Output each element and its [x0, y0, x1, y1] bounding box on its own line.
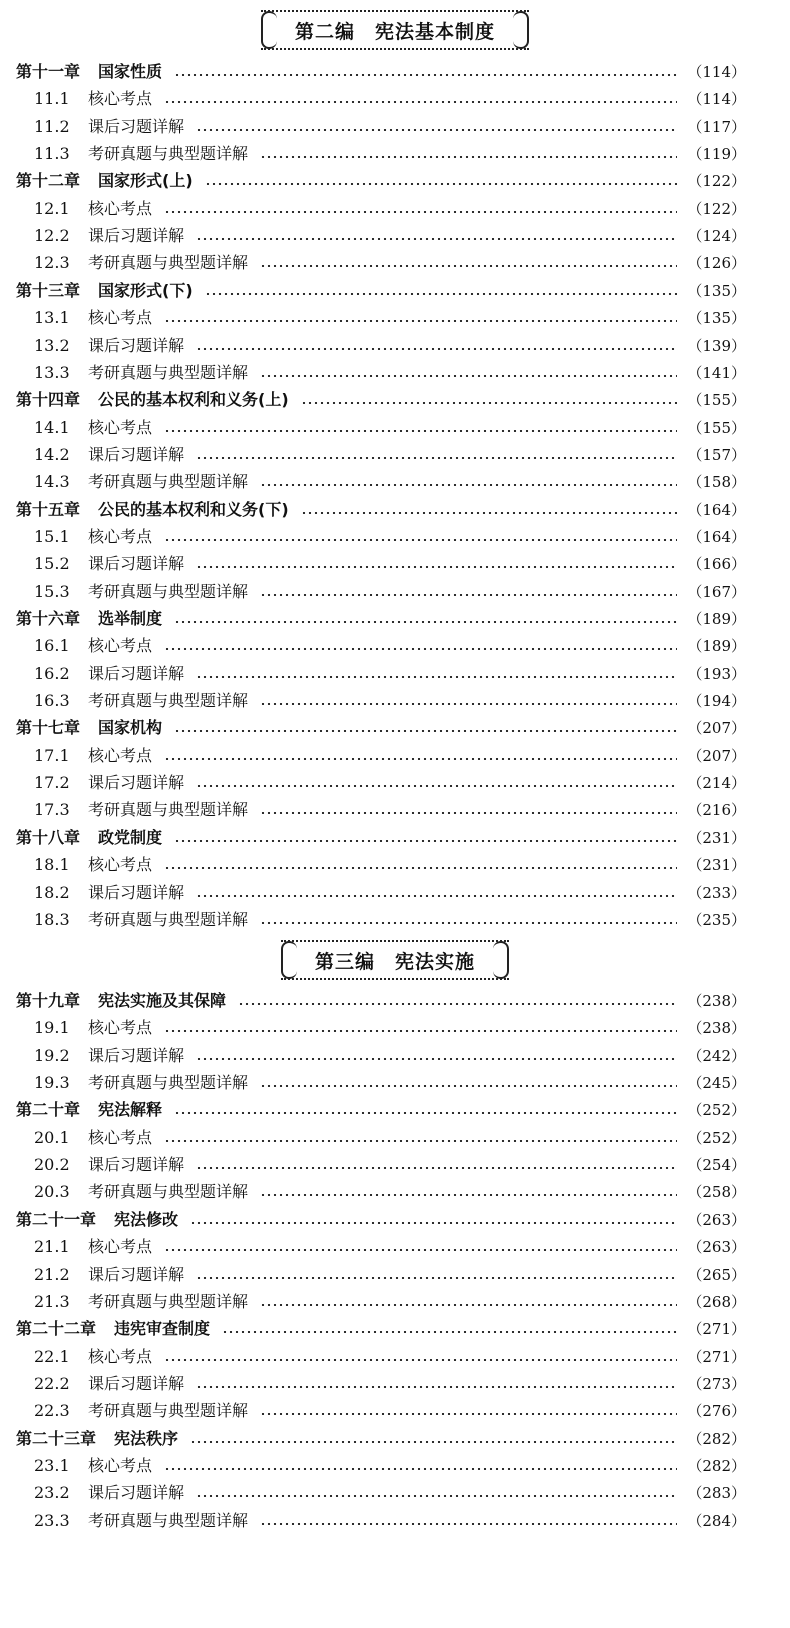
section-entry[interactable] — [34, 360, 746, 386]
section-entry[interactable] — [34, 223, 746, 249]
section-entry[interactable] — [34, 1480, 746, 1506]
section-number: 21.3 — [34, 1291, 70, 1311]
chapter-label: 第十九章 — [16, 991, 81, 1010]
chapter-entry[interactable] — [16, 1207, 746, 1233]
dot-leader — [174, 730, 677, 732]
page-number: （126） — [687, 254, 746, 273]
section-entry[interactable] — [34, 770, 746, 796]
section-number: 23.2 — [34, 1483, 70, 1503]
page-number: （231） — [687, 856, 746, 875]
section-number: 14.1 — [34, 417, 70, 437]
section-number: 23.3 — [34, 1510, 70, 1530]
dot-leader — [196, 1058, 677, 1060]
dot-leader — [196, 129, 677, 131]
section-title: 考研真题与典型题详解 — [88, 144, 249, 164]
section-number: 21.1 — [34, 1237, 70, 1257]
dot-leader — [164, 1030, 677, 1032]
chapter-label: 第十三章 — [16, 280, 81, 300]
section-entry[interactable] — [34, 688, 746, 714]
section-number: 19.1 — [34, 1018, 70, 1038]
section-number: 15.2 — [34, 554, 70, 574]
page-number: （242） — [687, 1046, 746, 1065]
chapter-label: 第二十二章 — [16, 1319, 97, 1339]
section-entry[interactable] — [34, 250, 746, 276]
dot-leader — [190, 1222, 677, 1224]
page-number: （273） — [687, 1374, 746, 1393]
chapter-title: 国家机构 — [98, 718, 163, 738]
dot-leader — [164, 539, 677, 541]
page-number: （135） — [687, 309, 746, 328]
page-number: （164） — [687, 527, 746, 546]
section-entry[interactable] — [34, 114, 746, 140]
part-banner — [0, 10, 790, 50]
section-entry[interactable] — [34, 442, 746, 468]
page-number: （155） — [687, 418, 746, 437]
page-number: （119） — [687, 145, 746, 164]
section-title: 课后习题详解 — [88, 773, 185, 793]
page-number: （207） — [687, 746, 746, 765]
dot-leader — [196, 1167, 677, 1169]
page-number: （124） — [687, 227, 746, 246]
chapter-title: 公民的基本权利和义务(上) — [98, 390, 289, 410]
section-number: 17.1 — [34, 745, 70, 765]
dot-leader — [196, 238, 677, 240]
chapter-title: 国家性质 — [98, 62, 163, 81]
page-number: （238） — [687, 992, 746, 1010]
page-number: （245） — [687, 1074, 746, 1093]
page-number: （284） — [687, 1511, 746, 1530]
section-title: 课后习题详解 — [88, 882, 185, 902]
page-number: （167） — [687, 582, 746, 601]
section-entry[interactable] — [34, 196, 746, 222]
page-number: （268） — [687, 1292, 746, 1311]
section-number: 13.2 — [34, 335, 70, 355]
section-entry[interactable] — [34, 1043, 746, 1069]
section-title: 核心考点 — [88, 308, 153, 328]
dot-leader — [205, 183, 678, 185]
section-title: 核心考点 — [88, 855, 153, 875]
section-entry[interactable] — [34, 415, 746, 441]
section-entry[interactable] — [34, 1179, 746, 1205]
dot-leader — [164, 758, 677, 760]
page-number: （254） — [687, 1156, 746, 1175]
section-title: 核心考点 — [88, 526, 153, 546]
section-entry[interactable] — [34, 1234, 746, 1260]
section-title: 考研真题与典型题详解 — [88, 581, 249, 601]
section-title: 课后习题详解 — [88, 226, 185, 246]
page-number: （214） — [687, 774, 746, 793]
page-number: （282） — [687, 1456, 746, 1475]
section-entry[interactable] — [34, 1453, 746, 1479]
dot-leader — [238, 1003, 677, 1005]
page-number: （164） — [687, 500, 746, 519]
chapter-title: 宪法实施及其保障 — [98, 991, 227, 1010]
chapter-title: 宪法修改 — [114, 1209, 179, 1229]
section-title: 考研真题与典型题详解 — [88, 1510, 249, 1530]
chapter-label: 第十七章 — [16, 718, 81, 738]
part-banner-frame — [281, 940, 509, 980]
page-number: （114） — [687, 63, 746, 81]
section-entry[interactable] — [34, 579, 746, 605]
section-number: 22.3 — [34, 1401, 70, 1421]
dot-leader — [301, 512, 678, 514]
page-number: （166） — [687, 555, 746, 574]
section-title: 考研真题与典型题详解 — [88, 1182, 249, 1202]
section-number: 16.2 — [34, 663, 70, 683]
page-number: （216） — [687, 801, 746, 820]
dot-leader — [260, 265, 677, 267]
page-number: （135） — [687, 281, 746, 300]
chapter-title: 政党制度 — [98, 827, 163, 847]
chapter-entry[interactable] — [16, 1097, 746, 1123]
section-entry[interactable] — [34, 633, 746, 659]
section-title: 考研真题与典型题详解 — [88, 1291, 249, 1311]
section-title: 核心考点 — [88, 636, 153, 656]
section-title: 课后习题详解 — [88, 554, 185, 574]
dot-leader — [174, 1112, 677, 1114]
section-title: 核心考点 — [88, 417, 153, 437]
chapter-entry[interactable] — [16, 387, 746, 413]
section-number: 11.2 — [34, 116, 70, 136]
part-title: 第二编 宪法基本制度 — [294, 20, 495, 43]
section-title: 考研真题与典型题详解 — [88, 691, 249, 711]
dot-leader — [260, 594, 677, 596]
section-number: 19.3 — [34, 1073, 70, 1093]
section-title: 核心考点 — [88, 198, 153, 218]
section-title: 课后习题详解 — [88, 335, 185, 355]
dot-leader — [260, 1085, 677, 1087]
section-title: 考研真题与典型题详解 — [88, 472, 249, 492]
section-title: 课后习题详解 — [88, 1045, 185, 1065]
chapter-title: 国家形式(上) — [98, 171, 193, 191]
page-number: （265） — [687, 1265, 746, 1284]
section-number: 11.3 — [34, 144, 70, 164]
section-number: 13.3 — [34, 362, 70, 382]
section-entry[interactable] — [34, 743, 746, 769]
section-number: 21.2 — [34, 1264, 70, 1284]
dot-leader — [174, 840, 677, 842]
chapter-title: 选举制度 — [98, 609, 163, 628]
dot-leader — [164, 320, 677, 322]
section-entry[interactable] — [34, 1289, 746, 1315]
dot-leader — [190, 1441, 677, 1443]
part-banner-frame — [261, 10, 529, 50]
dot-leader — [196, 566, 677, 568]
dot-leader — [196, 348, 677, 350]
section-number: 15.1 — [34, 526, 70, 546]
dot-leader — [164, 867, 677, 869]
section-title: 核心考点 — [88, 1237, 153, 1257]
section-number: 22.2 — [34, 1373, 70, 1393]
chapter-title: 公民的基本权利和义务(下) — [98, 499, 289, 519]
dot-leader — [196, 676, 677, 678]
page-number: （122） — [687, 199, 746, 218]
chapter-label: 第二十一章 — [16, 1209, 97, 1229]
chapter-entry[interactable] — [16, 1426, 746, 1452]
page-number: （238） — [687, 1019, 746, 1038]
section-number: 12.2 — [34, 226, 70, 246]
page-number: （282） — [687, 1429, 746, 1448]
page-number: （252） — [687, 1101, 746, 1120]
section-number: 18.1 — [34, 855, 70, 875]
section-title: 考研真题与典型题详解 — [88, 1073, 249, 1093]
dot-leader — [260, 484, 677, 486]
section-number: 12.3 — [34, 253, 70, 273]
section-number: 20.3 — [34, 1182, 70, 1202]
section-entry[interactable] — [34, 524, 746, 550]
page-number: （233） — [687, 883, 746, 902]
section-title: 考研真题与典型题详解 — [88, 362, 249, 382]
section-number: 15.3 — [34, 581, 70, 601]
section-entry[interactable] — [34, 1015, 746, 1041]
page-number: （157） — [687, 445, 746, 464]
dot-leader — [196, 1386, 677, 1388]
dot-leader — [260, 1413, 677, 1415]
dot-leader — [164, 101, 677, 103]
section-entry[interactable] — [34, 852, 746, 878]
dot-leader — [164, 430, 677, 432]
section-entry[interactable] — [34, 1508, 746, 1534]
section-title: 考研真题与典型题详解 — [88, 800, 249, 820]
section-entry[interactable] — [34, 797, 746, 823]
dot-leader — [222, 1331, 677, 1333]
section-entry[interactable] — [34, 661, 746, 687]
chapter-entry[interactable] — [16, 59, 746, 85]
page-number: （276） — [687, 1402, 746, 1421]
section-entry[interactable] — [34, 880, 746, 906]
dot-leader — [260, 156, 677, 158]
section-number: 12.1 — [34, 198, 70, 218]
section-title: 课后习题详解 — [88, 116, 185, 136]
chapter-label: 第十八章 — [16, 827, 81, 847]
section-number: 14.2 — [34, 444, 70, 464]
chapter-label: 第十五章 — [16, 499, 81, 519]
section-number: 20.2 — [34, 1155, 70, 1175]
section-entry[interactable] — [34, 1262, 746, 1288]
section-title: 核心考点 — [88, 1455, 153, 1475]
chapter-entry[interactable] — [16, 715, 746, 741]
page-number: （263） — [687, 1210, 746, 1229]
section-title: 课后习题详解 — [88, 1373, 185, 1393]
dot-leader — [260, 812, 677, 814]
section-title: 课后习题详解 — [88, 663, 185, 683]
section-entry[interactable] — [34, 305, 746, 331]
page-number: （155） — [687, 391, 746, 410]
dot-leader — [164, 1249, 677, 1251]
dot-leader — [196, 1495, 677, 1497]
dot-leader — [301, 402, 678, 404]
section-number: 14.3 — [34, 472, 70, 492]
page-number: （193） — [687, 664, 746, 683]
page-number: （189） — [687, 637, 746, 656]
section-title: 核心考点 — [88, 745, 153, 765]
dot-leader — [196, 1277, 677, 1279]
dot-leader — [196, 895, 677, 897]
chapter-entry[interactable] — [16, 606, 746, 632]
dot-leader — [164, 211, 677, 213]
page-number: （258） — [687, 1183, 746, 1202]
dot-leader — [164, 1140, 677, 1142]
page-number: （271） — [687, 1320, 746, 1339]
chapter-label: 第十四章 — [16, 390, 81, 410]
section-number: 13.1 — [34, 308, 70, 328]
section-title: 核心考点 — [88, 1346, 153, 1366]
chapter-label: 第十六章 — [16, 609, 81, 628]
section-number: 18.3 — [34, 909, 70, 929]
page-number: （114） — [687, 90, 746, 109]
section-title: 课后习题详解 — [88, 444, 185, 464]
section-entry[interactable] — [34, 469, 746, 495]
dot-leader — [260, 1194, 677, 1196]
chapter-label: 第十一章 — [16, 62, 81, 81]
dot-leader — [164, 1468, 677, 1470]
section-number: 23.1 — [34, 1455, 70, 1475]
chapter-entry[interactable] — [16, 1316, 746, 1342]
dot-leader — [196, 457, 677, 459]
page-number: （117） — [687, 117, 746, 136]
chapter-label: 第十二章 — [16, 171, 81, 191]
dot-leader — [196, 785, 677, 787]
section-number: 16.3 — [34, 691, 70, 711]
section-title: 课后习题详解 — [88, 1483, 185, 1503]
dot-leader — [260, 922, 677, 924]
chapter-entry[interactable] — [16, 278, 746, 304]
section-number: 22.1 — [34, 1346, 70, 1366]
section-title: 课后习题详解 — [88, 1264, 185, 1284]
section-number: 17.2 — [34, 773, 70, 793]
section-entry[interactable] — [34, 1070, 746, 1096]
section-entry[interactable] — [34, 1125, 746, 1151]
section-number: 17.3 — [34, 800, 70, 820]
section-entry[interactable] — [34, 333, 746, 359]
page-number: （231） — [687, 828, 746, 847]
page-number: （189） — [687, 610, 746, 628]
page-number: （235） — [687, 910, 746, 929]
dot-leader — [164, 1359, 677, 1361]
page-number: （207） — [687, 719, 746, 738]
chapter-title: 违宪审查制度 — [114, 1319, 211, 1339]
section-entry[interactable] — [34, 1344, 746, 1370]
section-number: 18.2 — [34, 882, 70, 902]
page-number: （122） — [687, 172, 746, 191]
section-title: 核心考点 — [88, 1018, 153, 1038]
dot-leader — [205, 293, 678, 295]
section-entry[interactable] — [34, 86, 746, 112]
section-entry[interactable] — [34, 551, 746, 577]
section-title: 考研真题与典型题详解 — [88, 1401, 249, 1421]
chapter-title: 宪法秩序 — [114, 1428, 179, 1448]
section-title: 考研真题与典型题详解 — [88, 909, 249, 929]
page-number: （263） — [687, 1238, 746, 1257]
page-number: （283） — [687, 1484, 746, 1503]
dot-leader — [174, 621, 677, 623]
chapter-label: 第二十章 — [16, 1100, 81, 1120]
dot-leader — [260, 703, 677, 705]
page-number: （158） — [687, 473, 746, 492]
section-title: 核心考点 — [88, 89, 153, 109]
dot-leader — [260, 1304, 677, 1306]
chapter-entry[interactable] — [16, 825, 746, 851]
chapter-label: 第二十三章 — [16, 1428, 97, 1448]
section-entry[interactable] — [34, 1371, 746, 1397]
section-title: 核心考点 — [88, 1127, 153, 1147]
dot-leader — [260, 375, 677, 377]
page-number: （194） — [687, 692, 746, 711]
chapter-entry[interactable] — [16, 168, 746, 194]
page-number: （141） — [687, 363, 746, 382]
page-number: （139） — [687, 336, 746, 355]
chapter-entry[interactable] — [16, 497, 746, 523]
section-entry[interactable] — [34, 907, 746, 933]
part-banner — [0, 940, 790, 980]
section-number: 11.1 — [34, 89, 70, 109]
section-entry[interactable] — [34, 1152, 746, 1178]
dot-leader — [260, 1523, 677, 1525]
dot-leader — [174, 74, 677, 76]
dot-leader — [164, 648, 677, 650]
page-number: （252） — [687, 1128, 746, 1147]
chapter-title: 国家形式(下) — [98, 280, 193, 300]
section-number: 16.1 — [34, 636, 70, 656]
section-title: 课后习题详解 — [88, 1155, 185, 1175]
section-number: 20.1 — [34, 1127, 70, 1147]
chapter-title: 宪法解释 — [98, 1100, 163, 1120]
part-title: 第三编 宪法实施 — [314, 950, 475, 973]
chapter-entry[interactable] — [16, 988, 746, 1014]
page-number: （271） — [687, 1347, 746, 1366]
section-entry[interactable] — [34, 1398, 746, 1424]
section-title: 考研真题与典型题详解 — [88, 253, 249, 273]
section-number: 19.2 — [34, 1045, 70, 1065]
section-entry[interactable] — [34, 141, 746, 167]
